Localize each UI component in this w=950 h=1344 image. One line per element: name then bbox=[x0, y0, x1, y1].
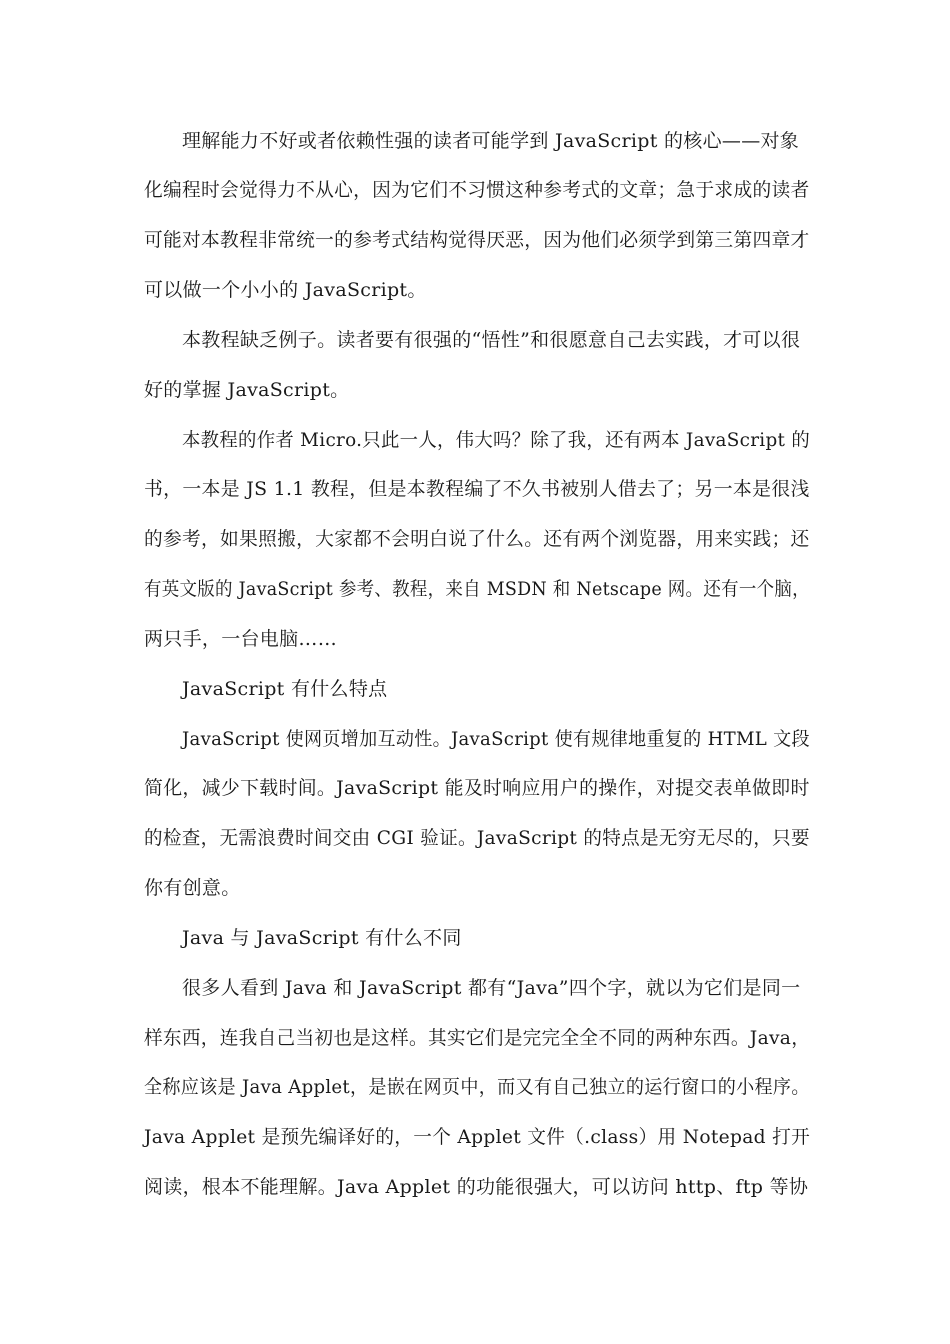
text-line-20: 全称应该是 Java Applet，是嵌在网页中，而又有自己独立的运行窗口的小程序。 bbox=[144, 1076, 810, 1098]
text-line-8: 书，一本是 JS 1.1 教程，但是本教程编了不久书被别人借去了；另一本是很浅 bbox=[144, 478, 810, 500]
text-line-5: 本教程缺乏例子。读者要有很强的“悟性”和很愿意自己去实践，才可以很 bbox=[182, 329, 801, 351]
text-line-22: 阅读，根本不能理解。Java Applet 的功能很强大，可以访问 http、ftp 等协 bbox=[144, 1176, 809, 1198]
text-line-15: 的检查，无需浪费时间交由 CGI 验证。JavaScript 的特点是无穷无尽的，只要 bbox=[144, 827, 810, 849]
text-line-19: 样东西，连我自己当初也是这样。其实它们是完完全全不同的两种东西。Java， bbox=[144, 1027, 811, 1049]
text-line-16: 你有创意。 bbox=[144, 877, 241, 899]
section-heading-difference: Java 与 JavaScript 有什么不同 bbox=[182, 927, 462, 949]
section-heading-features: JavaScript 有什么特点 bbox=[182, 678, 388, 700]
text-line-2: 化编程时会觉得力不从心，因为它们不习惯这种参考式的文章；急于求成的读者 bbox=[144, 179, 810, 201]
text-line-7: 本教程的作者 Micro.只此一人，伟大吗？除了我，还有两本 JavaScript 的 bbox=[182, 429, 811, 451]
text-line-1: 理解能力不好或者依赖性强的读者可能学到 JavaScript 的核心——对象 bbox=[182, 130, 800, 152]
text-line-3: 可能对本教程非常统一的参考式结构觉得厌恶，因为他们必须学到第三第四章才 bbox=[144, 229, 810, 251]
text-line-18: 很多人看到 Java 和 JavaScript 都有“Java”四个字，就以为它们是同一 bbox=[182, 977, 801, 999]
text-line-9: 的参考，如果照搬，大家都不会明白说了什么。还有两个浏览器，用来实践；还 bbox=[144, 528, 810, 550]
text-line-6: 好的掌握 JavaScript。 bbox=[144, 379, 350, 401]
text-line-13: JavaScript 使网页增加互动性。JavaScript 使有规律地重复的 HTML 文段 bbox=[182, 728, 810, 750]
text-line-4: 可以做一个小小的 JavaScript。 bbox=[144, 279, 427, 301]
text-line-14: 简化，减少下载时间。JavaScript 能及时响应用户的操作，对提交表单做即时 bbox=[144, 777, 810, 799]
text-line-10: 有英文版的 JavaScript 参考、教程，来自 MSDN 和 Netscape 网。还有一个脑， bbox=[144, 578, 810, 600]
text-line-11: 两只手，一台电脑…… bbox=[144, 628, 338, 650]
text-line-21: Java Applet 是预先编译好的，一个 Applet 文件（.class）用 Notepad 打开 bbox=[144, 1126, 811, 1148]
